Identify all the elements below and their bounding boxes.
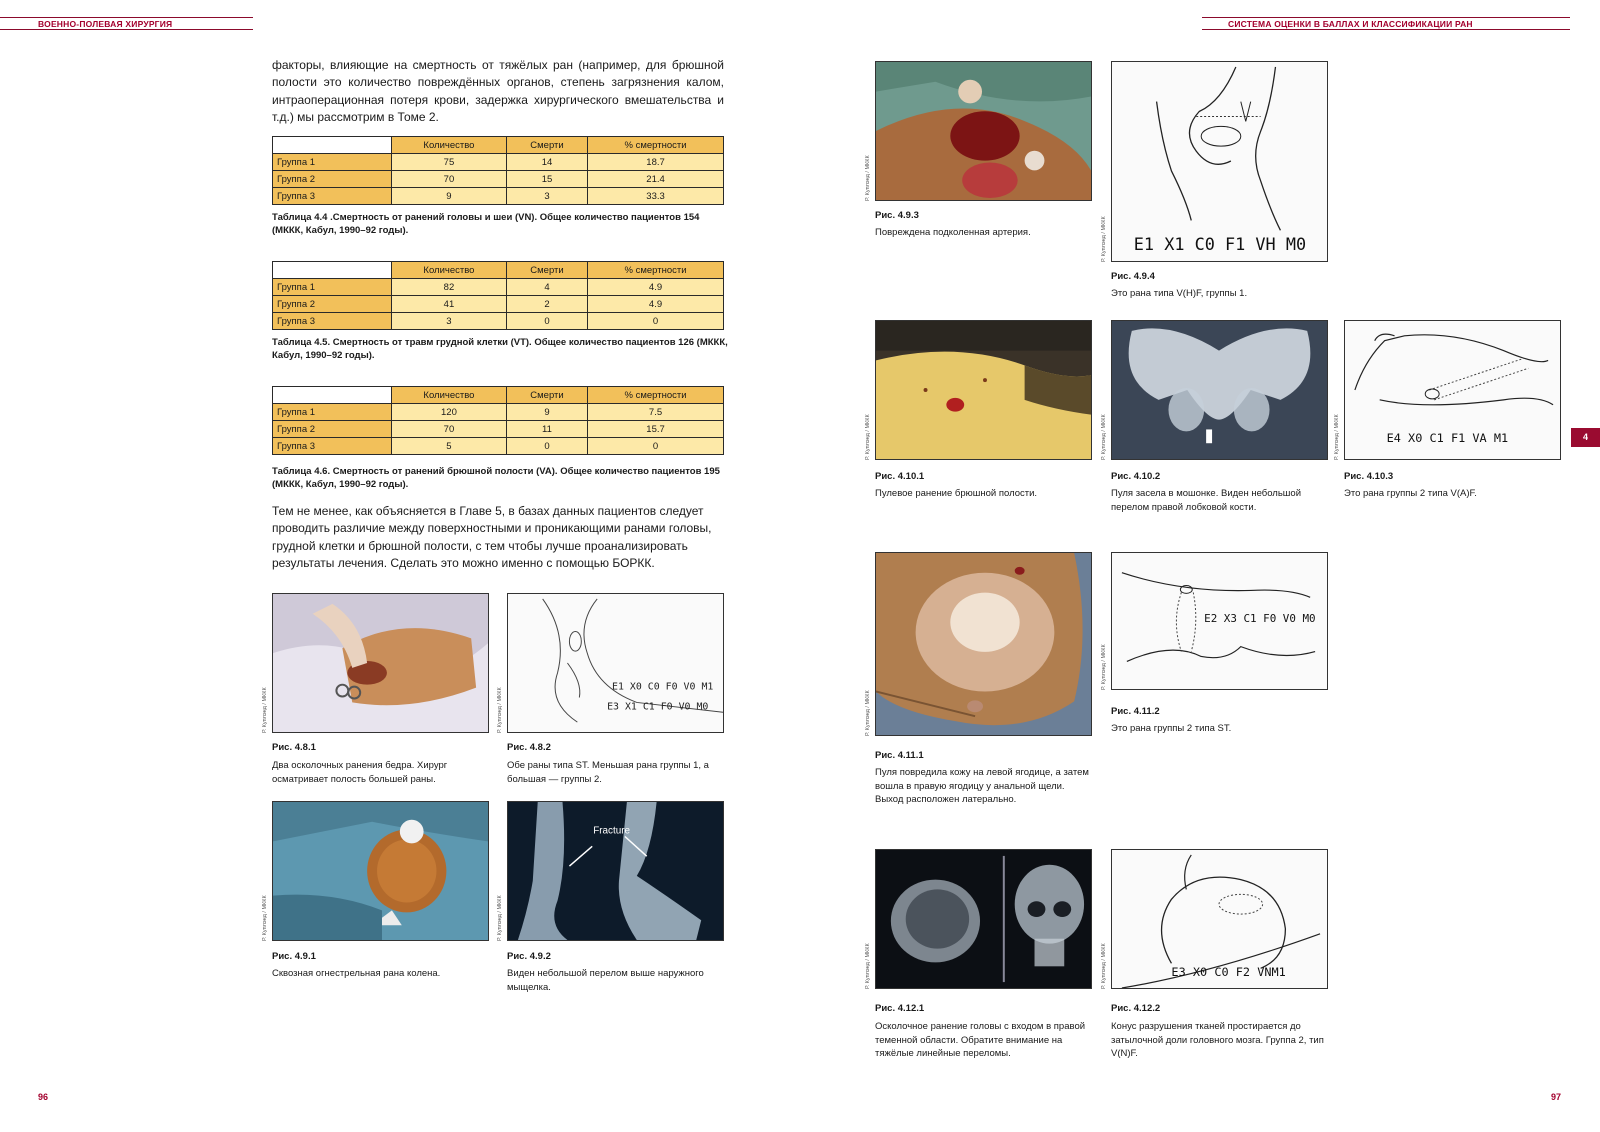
figure-caption: Обе раны типа ST. Меньшая рана группы 1, а большая — группы 2.: [507, 760, 709, 785]
header-cell: Количество: [392, 387, 507, 404]
mortality-cell: 18.7: [588, 154, 724, 171]
diagram-knee-sketch: [1111, 61, 1328, 262]
figure-id: Рис. 4.10.1: [875, 471, 925, 482]
header-cell: Смерти: [506, 137, 587, 154]
photo-credit: Р. Куплэнд / МККК: [1101, 644, 1107, 690]
figure-id: Рис. 4.9.3: [875, 210, 919, 221]
figure-id: Рис. 4.10.2: [1111, 471, 1161, 482]
photo-credit: Р. Куплэнд / МККК: [1101, 414, 1107, 460]
photo-knee-wound: [272, 801, 489, 941]
header-cell: Смерти: [506, 387, 587, 404]
photo-thigh-wounds: [272, 593, 489, 733]
figure-id: Рис. 4.12.1: [875, 1003, 925, 1014]
figure-id: Рис. 4.8.2: [507, 742, 551, 753]
header-cell: [273, 137, 392, 154]
photo-credit: Р. Куплэнд / МККК: [497, 687, 503, 733]
table-row: [273, 438, 724, 455]
diagram-buttock-sketch: [1111, 552, 1328, 690]
count-cell: 70: [392, 421, 507, 438]
figure-caption: Конус разрушения тканей простирается до затылочной доли головного мозга. Группа 2, тип V(N)F.: [1111, 1021, 1324, 1059]
count-cell: 9: [392, 188, 507, 205]
header-cell: [273, 262, 392, 279]
closing-paragraph: Тем не менее, как объясняется в Главе 5, в базах данных пациентов следует проводить различие между поверхностными и проникающими ранами головы, грудной клетки и брюшной полости, с тем чтобы лучше проанализировать результаты лечения. Сделать это можно именно с помощью БОРКК.: [272, 504, 712, 571]
figure-id: Рис. 4.10.3: [1344, 471, 1394, 482]
wound-label: E4 X0 C1 F1 VA M1: [1386, 431, 1509, 446]
xray-knee-fracture: [507, 801, 724, 941]
diagram-thigh-sketch: [507, 593, 724, 733]
xray-skull-fracture: [875, 849, 1092, 989]
table-caption: Таблица 4.4 .Смертность от ранений головы и шеи (VN). Общее количество пациентов 154 (МККК, Кабул, 1990–92 годы).: [272, 212, 700, 236]
deaths-cell: 3: [506, 188, 587, 205]
table-row: [273, 154, 724, 171]
fracture-label: Fracture: [593, 825, 631, 837]
mortality-cell: 33.3: [588, 188, 724, 205]
photo-credit: Р. Куплэнд / МККК: [865, 943, 871, 989]
diagram-head-sketch: [1111, 849, 1328, 989]
count-cell: 3: [392, 313, 507, 330]
figure-caption: Два осколочных ранения бедра. Хирург осматривает полость большей раны.: [272, 760, 448, 785]
figure-caption: Повреждена подколенная артерия.: [875, 227, 1031, 238]
table-row: [273, 296, 724, 313]
table-header-row: [273, 262, 724, 279]
photo-popliteal-artery: [875, 61, 1092, 201]
header-cell: [273, 387, 392, 404]
photo-buttock-wound: [875, 552, 1092, 736]
figure-id: Рис. 4.9.1: [272, 951, 316, 962]
deaths-cell: 15: [506, 171, 587, 188]
figure-caption: Сквозная огнестрельная рана колена.: [272, 968, 441, 979]
deaths-cell: 2: [506, 296, 587, 313]
deaths-cell: 9: [506, 404, 587, 421]
page-number-right: 97: [1551, 1092, 1562, 1102]
figure-caption: Виден небольшой перелом выше наружного мыщелка.: [507, 968, 704, 993]
mortality-cell: 0: [588, 438, 724, 455]
photo-credit: Р. Куплэнд / МККК: [1334, 414, 1340, 460]
photo-credit: Р. Куплэнд / МККК: [262, 895, 268, 941]
table-4-4: [272, 136, 724, 205]
table-4-6: [272, 386, 724, 455]
photo-credit: Р. Куплэнд / МККК: [1101, 216, 1107, 262]
figure-caption: Пуля повредила кожу на левой ягодице, а затем вошла в правую ягодицу у анальной щели. Выход расположен латерально.: [875, 767, 1089, 805]
deaths-cell: 0: [506, 313, 587, 330]
wound-label-2: E3 X1 C1 F0 V0 M0: [607, 701, 709, 713]
figure-caption: Осколочное ранение головы с входом в правой теменной области. Обратите внимание на тяжёлые линейные переломы.: [875, 1021, 1086, 1059]
running-header-right: СИСТЕМА ОЦЕНКИ В БАЛЛАХ И КЛАССИФИКАЦИИ РАН: [1202, 17, 1570, 30]
wound-label-1: E1 X0 C0 F0 V0 M1: [612, 681, 714, 693]
figure-caption: Пулевое ранение брюшной полости.: [875, 488, 1038, 499]
photo-abdominal-wound: [875, 320, 1092, 460]
group-cell: Группа 1: [273, 154, 392, 171]
wound-label: E3 X0 C0 F2 VNM1: [1171, 965, 1286, 980]
photo-credit: Р. Куплэнд / МККК: [865, 414, 871, 460]
wound-label: E1 X1 C0 F1 VH M0: [1133, 234, 1307, 255]
figure-id: Рис. 4.9.2: [507, 951, 551, 962]
header-cell: % смертности: [588, 137, 724, 154]
table-header-row: [273, 137, 724, 154]
mortality-cell: 0: [588, 313, 724, 330]
header-cell: Количество: [392, 137, 507, 154]
count-cell: 75: [392, 154, 507, 171]
group-cell: Группа 2: [273, 171, 392, 188]
diagram-abdomen-sketch: [1344, 320, 1561, 460]
mortality-cell: 4.9: [588, 279, 724, 296]
xray-pelvis: [1111, 320, 1328, 460]
mortality-cell: 21.4: [588, 171, 724, 188]
count-cell: 41: [392, 296, 507, 313]
header-cell: % смертности: [588, 387, 724, 404]
deaths-cell: 14: [506, 154, 587, 171]
group-cell: Группа 2: [273, 421, 392, 438]
photo-credit: Р. Куплэнд / МККК: [865, 155, 871, 201]
table-4-5: [272, 261, 724, 330]
photo-credit: Р. Куплэнд / МККК: [497, 895, 503, 941]
figure-id: Рис. 4.11.1: [875, 750, 924, 761]
figure-id: Рис. 4.12.2: [1111, 1003, 1161, 1014]
count-cell: 120: [392, 404, 507, 421]
table-row: [273, 279, 724, 296]
deaths-cell: 4: [506, 279, 587, 296]
figure-caption: Это рана группы 2 типа ST.: [1111, 723, 1232, 734]
wound-label: E2 X3 C1 F0 V0 M0: [1204, 612, 1316, 625]
header-cell: Смерти: [506, 262, 587, 279]
page-number-left: 96: [38, 1092, 49, 1102]
photo-credit: Р. Куплэнд / МККК: [865, 690, 871, 736]
mortality-cell: 7.5: [588, 404, 724, 421]
photo-credit: Р. Куплэнд / МККК: [262, 687, 268, 733]
figure-caption: Это рана типа V(H)F, группы 1.: [1111, 288, 1248, 299]
group-cell: Группа 3: [273, 438, 392, 455]
photo-credit: Р. Куплэнд / МККК: [1101, 943, 1107, 989]
deaths-cell: 0: [506, 438, 587, 455]
count-cell: 82: [392, 279, 507, 296]
figure-id: Рис. 4.11.2: [1111, 706, 1160, 717]
count-cell: 70: [392, 171, 507, 188]
table-header-row: [273, 387, 724, 404]
figure-id: Рис. 4.9.4: [1111, 271, 1155, 282]
header-cell: % смертности: [588, 262, 724, 279]
figure-caption: Это рана группы 2 типа V(A)F.: [1344, 488, 1477, 499]
mortality-cell: 4.9: [588, 296, 724, 313]
group-cell: Группа 1: [273, 279, 392, 296]
table-row: [273, 313, 724, 330]
table-caption: Таблица 4.5. Смертность от травм грудной клетки (VT). Общее количество пациентов 126 (МККК, Кабул, 1990–92 годы).: [272, 337, 728, 361]
group-cell: Группа 1: [273, 404, 392, 421]
deaths-cell: 11: [506, 421, 587, 438]
running-header-left: ВОЕННО-ПОЛЕВАЯ ХИРУРГИЯ: [0, 17, 253, 30]
table-row: [273, 421, 724, 438]
group-cell: Группа 2: [273, 296, 392, 313]
table-row: [273, 188, 724, 205]
table-row: [273, 171, 724, 188]
table-row: [273, 404, 724, 421]
figure-caption: Пуля засела в мошонке. Виден небольшой перелом правой лобковой кости.: [1111, 488, 1301, 513]
figure-id: Рис. 4.8.1: [272, 742, 316, 753]
mortality-cell: 15.7: [588, 421, 724, 438]
count-cell: 5: [392, 438, 507, 455]
header-cell: Количество: [392, 262, 507, 279]
intro-paragraph: факторы, влияющие на смертность от тяжёлых ран (например, для брюшной полости это количество повреждённых органов, степень загрязнения калом, интраоперационная потеря крови, задержка хирургического вмешательства и т.д.) мы рассмотрим в Томе 2.: [272, 58, 724, 125]
group-cell: Группа 3: [273, 188, 392, 205]
table-caption: Таблица 4.6. Смертность от ранений брюшной полости (VA). Общее количество пациентов 195 (МККК, Кабул, 1990–92 годы).: [272, 466, 720, 490]
chapter-tab: 4: [1571, 428, 1600, 447]
group-cell: Группа 3: [273, 313, 392, 330]
